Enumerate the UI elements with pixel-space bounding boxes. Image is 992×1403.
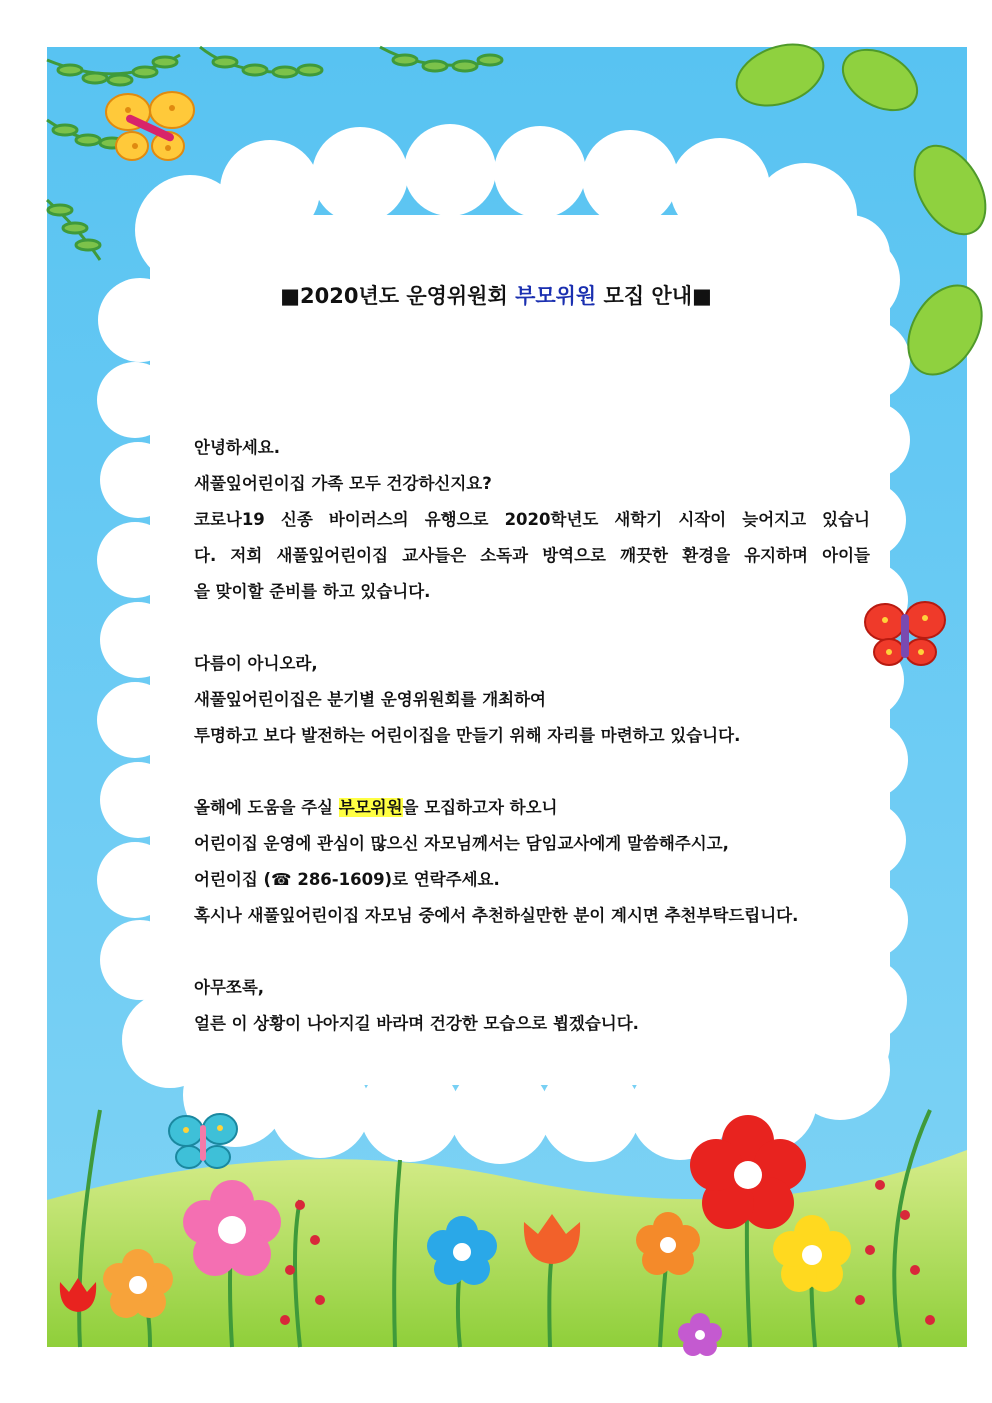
- text-line: 아무쪼록,: [194, 978, 265, 997]
- highlighted-text: 부모위원: [338, 798, 403, 817]
- text-line: 안녕하세요.: [194, 438, 280, 457]
- text-line: 코로나19 신종 바이러스의 유행으로 2020학년도 새학기 시작이 늦어지고 있습니: [194, 510, 870, 529]
- text-line: 을 맞이할 준비를 하고 있습니다.: [194, 582, 431, 601]
- paragraph-gap: [194, 754, 870, 790]
- paragraph-recruit: [194, 790, 870, 934]
- text-line: 투명하고 보다 발전하는 어린이집을 만들기 위해 자리를 마련하고 있습니다.: [194, 726, 741, 745]
- paragraph-gap: [194, 934, 870, 970]
- paragraph-purpose: [194, 646, 870, 754]
- text-line: 다름이 아니오라,: [194, 654, 318, 673]
- text-line: 새풀잎어린이집 가족 모두 건강하신지요?: [194, 474, 492, 493]
- text-line: 새풀잎어린이집은 분기별 운영위원회를 개최하여: [194, 690, 546, 709]
- paragraph-greeting: [194, 430, 870, 610]
- text-line: 혹시나 새풀잎어린이집 자모님 중에서 추천하실만한 분이 계시면 추천부탁드립니다.: [194, 906, 799, 925]
- contact-line: 어린이집 (☎ 286-1609)로 연락주세요.: [194, 870, 500, 889]
- text-line: 어린이집 운영에 관심이 많으신 자모님께서는 담임교사에게 말씀해주시고,: [194, 834, 729, 853]
- paragraph-gap: [194, 610, 870, 646]
- title-accent: 부모위원: [515, 284, 597, 308]
- text-line: 얼른 이 상황이 나아지길 바라며 건강한 모습으로 뵙겠습니다.: [194, 1014, 639, 1033]
- text-line: 다. 저희 새풀잎어린이집 교사들은 소독과 방역으로 깨끗한 환경을 유지하며 아이들: [194, 546, 870, 565]
- paragraph-closing: [194, 970, 870, 1042]
- letter-body: [194, 430, 870, 1042]
- text-line: 올해에 도움을 주실 부모위원을 모집하고자 하오니: [194, 798, 558, 817]
- page-title: ■2020년도 운영위원회 부모위원 모집 안내■: [280, 284, 712, 308]
